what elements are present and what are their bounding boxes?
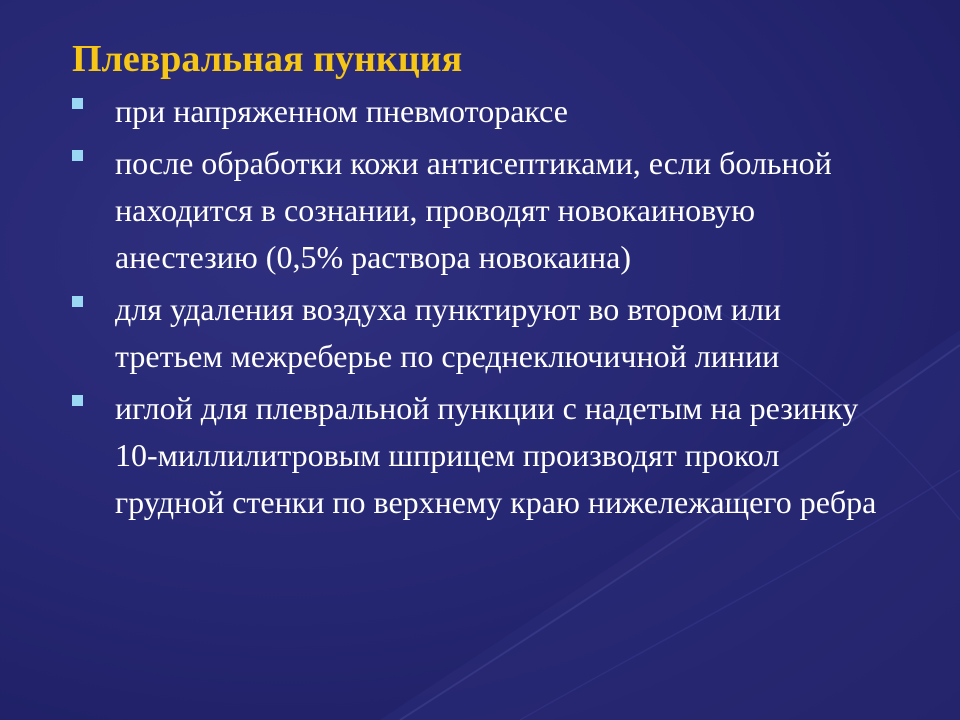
square-bullet-icon bbox=[72, 395, 83, 406]
bullet-text: после обработки кожи антисептиками, если больной находится в сознании, проводят новокаиновую анестезию (0,5% раствора новокаина) bbox=[115, 145, 832, 275]
bullet-text: иглой для плевральной пункции с надетым на резинку 10-миллилитровым шприцем производят прокол грудной стенки по верхнему краю нижележащего ребра bbox=[115, 390, 877, 520]
slide-title: Плевральная пункция bbox=[72, 38, 463, 80]
bullet-text: при напряженном пневмотораксе bbox=[115, 93, 568, 129]
bullet-list bbox=[72, 88, 892, 531]
bullet-item bbox=[72, 88, 892, 135]
square-bullet-icon bbox=[72, 98, 83, 109]
square-bullet-icon bbox=[72, 296, 83, 307]
bullet-item bbox=[72, 385, 892, 526]
square-bullet-icon bbox=[72, 150, 83, 161]
bullet-item bbox=[72, 286, 892, 380]
bullet-text: для удаления воздуха пунктируют во втором или третьем межреберье по среднеключичной линии bbox=[115, 291, 782, 374]
bullet-item bbox=[72, 140, 892, 281]
